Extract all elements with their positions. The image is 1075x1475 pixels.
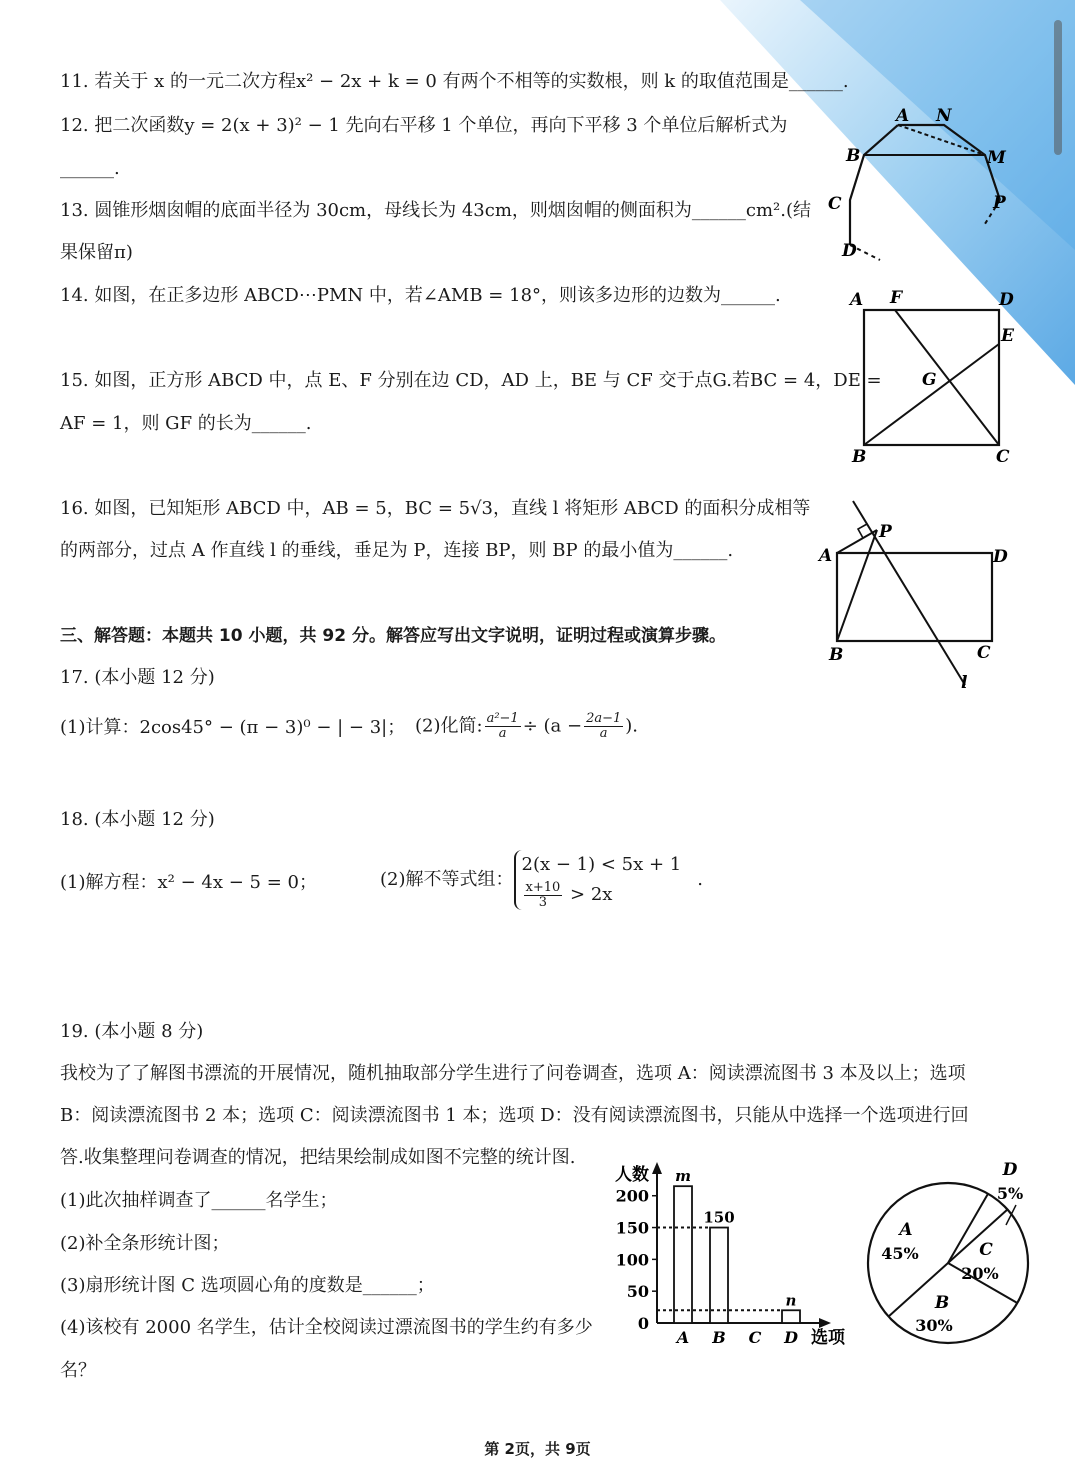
question-19-para-3: 答.收集整理问卷调查的情况，把结果绘制成如图不完整的统计图. bbox=[60, 1147, 576, 1168]
question-13-line1: 13. 圆锥形烟囱帽的底面半径为 30cm，母线长为 43cm，则烟囱帽的侧面积为______cm².(结 bbox=[60, 200, 812, 221]
question-16-line2: 的两部分，过点 A 作直线 l 的垂线，垂足为 P，连接 BP，则 BP 的最小值为______. bbox=[60, 540, 734, 561]
y-tick-label: 100 bbox=[615, 1250, 649, 1270]
question-11: 11. 若关于 x 的一元二次方程x² − 2x + k = 0 有两个不相等的实数根，则 k 的取值范围是______. bbox=[60, 71, 849, 92]
label-a: A bbox=[896, 106, 910, 126]
slice-label-B: B bbox=[934, 1293, 950, 1313]
inequality-1: 2(x − 1) < 5x + 1 bbox=[521, 854, 682, 875]
label-p: P bbox=[993, 193, 1006, 213]
x-axis-arrow bbox=[819, 1318, 831, 1328]
label-p: P bbox=[879, 522, 892, 542]
question-12-line2: ______. bbox=[60, 158, 120, 179]
label-c: C bbox=[977, 643, 991, 663]
question-16-line1: 16. 如图，已知矩形 ABCD 中，AB = 5，BC = 5√3，直线 l 将矩形 ABCD 的面积分成相等 bbox=[60, 498, 811, 519]
figure-16-rectangle bbox=[815, 495, 1025, 695]
y-tick-label: 0 bbox=[637, 1314, 649, 1333]
label-d: D bbox=[999, 290, 1014, 310]
question-14: 14. 如图，在正多边形 ABCD⋯PMN 中，若∠AMB = 18°，则该多边形的边数为______. bbox=[60, 285, 781, 306]
fraction-1-numerator: a²−1 bbox=[486, 711, 519, 726]
label-d: D bbox=[842, 241, 857, 261]
slice-value-C: 20% bbox=[961, 1264, 999, 1283]
inequality-2-fraction bbox=[524, 881, 563, 910]
label-a: A bbox=[819, 546, 833, 566]
figure-15-square bbox=[840, 285, 1030, 470]
question-18-heading: 18. (本小题 12 分) bbox=[60, 809, 215, 830]
slice-label-A: A bbox=[899, 1220, 913, 1240]
question-19-heading: 19. (本小题 8 分) bbox=[60, 1021, 204, 1042]
line-l bbox=[853, 501, 965, 685]
polygon-edges-left bbox=[850, 125, 898, 245]
label-m: M bbox=[987, 148, 1006, 168]
segment-bp bbox=[837, 530, 877, 641]
label-n: N bbox=[936, 106, 952, 126]
inequality-system bbox=[514, 850, 682, 910]
fraction-2-denominator: a bbox=[599, 726, 608, 741]
q17-2-label: (2)化简: bbox=[415, 715, 483, 737]
y-axis-arrow bbox=[652, 1162, 662, 1174]
question-19-sub-4-line1: (4)该校有 2000 名学生，估计全校阅读过漂流图书的学生约有多少 bbox=[60, 1317, 593, 1338]
figure-14-polygon bbox=[820, 105, 1020, 265]
label-a: A bbox=[850, 290, 864, 310]
slice-value-D: 5% bbox=[996, 1184, 1024, 1203]
slice-label-C: C bbox=[979, 1240, 993, 1260]
question-18-part2 bbox=[380, 850, 703, 910]
label-d: D bbox=[993, 547, 1008, 567]
question-17-part1: (1)计算：2cos45° − (π − 3)⁰ − | − 3|； bbox=[60, 717, 406, 738]
question-19-sub-3: (3)扇形统计图 C 选项圆心角的度数是______； bbox=[60, 1275, 435, 1296]
label-e: E bbox=[1001, 326, 1014, 346]
bar-A bbox=[674, 1186, 692, 1323]
inequality-2-rest: > 2x bbox=[570, 884, 613, 905]
label-l: l bbox=[961, 673, 968, 693]
label-b: B bbox=[846, 146, 861, 166]
y-tick-label: 150 bbox=[615, 1218, 649, 1238]
section-3-heading: 三、解答题：本题共 10 小题，共 92 分。解答应写出文字说明，证明过程或演算步骤。 bbox=[60, 626, 726, 646]
bar-D bbox=[782, 1310, 800, 1323]
q18-2-end: . bbox=[697, 869, 703, 890]
polygon-edges bbox=[898, 125, 1000, 200]
q18-2-label: (2)解不等式组： bbox=[380, 869, 514, 890]
question-12-line1: 12. 把二次函数y = 2(x + 3)² − 1 先向右平移 1 个单位，再向下平移 3 个单位后解析式为 bbox=[60, 115, 788, 136]
x-tick-label-B: B bbox=[712, 1328, 726, 1347]
question-15-line1: 15. 如图，正方形 ABCD 中，点 E、F 分别在边 CD，AD 上，BE 与 CF 交于点G.若BC = 4，DE = bbox=[60, 370, 882, 391]
segment-be bbox=[864, 344, 999, 445]
y-tick-label: 50 bbox=[626, 1282, 649, 1302]
question-17-part2 bbox=[415, 712, 638, 741]
bar-label-B: 150 bbox=[703, 1208, 735, 1227]
fraction-2-numerator: 2a−1 bbox=[586, 711, 622, 726]
y-axis-label: 人数 bbox=[615, 1165, 649, 1185]
segment-cf bbox=[895, 310, 999, 445]
x-axis-label: 选项 bbox=[811, 1328, 845, 1348]
q17-2-end: ). bbox=[625, 715, 639, 737]
page-footer: 第 2页，共 9页 bbox=[484, 1440, 591, 1458]
label-f: F bbox=[890, 288, 903, 308]
bar-B bbox=[710, 1228, 728, 1323]
q17-2-middle: ÷ (a − bbox=[522, 715, 583, 737]
fraction-2 bbox=[584, 712, 623, 741]
question-19-sub-2: (2)补全条形统计图； bbox=[60, 1233, 230, 1254]
label-c: C bbox=[828, 194, 842, 214]
label-c: C bbox=[996, 447, 1010, 467]
x-tick-label-A: A bbox=[676, 1328, 690, 1347]
x-tick-label-D: D bbox=[784, 1328, 798, 1347]
y-tick-label: 200 bbox=[615, 1186, 649, 1206]
pie-chart bbox=[860, 1158, 1050, 1358]
fraction-1-denominator: a bbox=[498, 726, 507, 741]
label-g: G bbox=[922, 370, 937, 390]
bar-label-D: n bbox=[785, 1291, 797, 1310]
inequality-2-denominator: 3 bbox=[538, 894, 548, 910]
inequality-2-numerator: x+10 bbox=[525, 879, 561, 895]
slice-label-D: D bbox=[1002, 1160, 1018, 1180]
label-b: B bbox=[829, 645, 844, 665]
bar-label-A: m bbox=[675, 1167, 691, 1186]
label-b: B bbox=[852, 447, 867, 467]
question-19-para-1: 我校为了了解图书漂流的开展情况，随机抽取部分学生进行了问卷调查，选项 A：阅读漂流图书 3 本及以上；选项 bbox=[60, 1063, 966, 1084]
question-19-sub-1: (1)此次抽样调查了______名学生； bbox=[60, 1190, 338, 1211]
rectangle-abcd bbox=[837, 553, 992, 641]
slice-value-A: 45% bbox=[881, 1244, 919, 1263]
segment-am bbox=[898, 125, 985, 155]
question-17-heading: 17. (本小题 12 分) bbox=[60, 667, 215, 688]
question-13-line2: 果保留π) bbox=[60, 242, 133, 263]
bar-chart bbox=[605, 1160, 870, 1355]
question-19-para-2: B：阅读漂流图书 2 本；选项 C：阅读漂流图书 1 本；选项 D：没有阅读漂流图书，只能从中选择一个选项进行回 bbox=[60, 1105, 969, 1126]
x-tick-label-C: C bbox=[748, 1328, 762, 1347]
fraction-1 bbox=[485, 712, 521, 741]
question-15-line2: AF = 1，则 GF 的长为______. bbox=[60, 413, 312, 434]
question-18-part1: (1)解方程：x² − 4x − 5 = 0； bbox=[60, 872, 317, 893]
slice-value-B: 30% bbox=[915, 1316, 953, 1335]
inequality-2 bbox=[522, 880, 682, 910]
question-19-sub-4-line2: 名？ bbox=[60, 1360, 96, 1381]
